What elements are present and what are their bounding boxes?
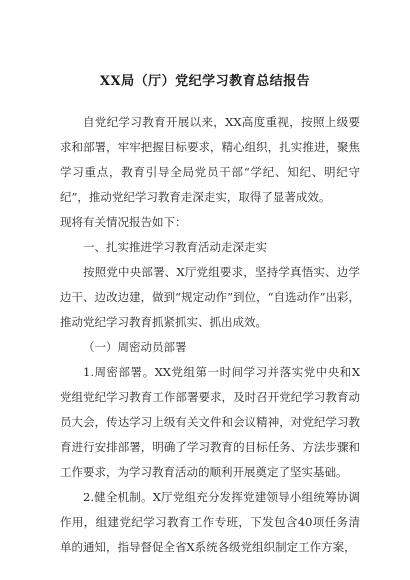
document-title: XX局（厅）党纪学习教育总结报告 bbox=[99, 74, 311, 89]
section-heading-1: 一、扎实推进学习教育活动走深走实 bbox=[83, 240, 267, 254]
report-lead-paragraph: 现将有关情况报告如下： bbox=[60, 215, 187, 229]
item-1-paragraph: 1.周密部署。XX党组第一时间学习并落实党中央和X党组党纪学习教育工作部署要求，及时召开党纪学习教育动员大会，传达学习上级有关文件和会议精神，对党纪学习教育进行安排部署，明确了学习教育的目标任务、方法步骤和工作要求，为学习教育活动的顺利开展奠定了坚实基础。 bbox=[60, 365, 360, 479]
subsection-heading-1: （一）周密动员部署 bbox=[83, 340, 187, 354]
intro-paragraph: 自党纪学习教育开展以来，XX高度重视，按照上级要求和部署，牢牢把握目标要求，精心组织，扎实推进，聚焦学习重点，教育引导全局党员干部“学纪、知纪、明纪守纪”，推动党纪学习教育走深走实，取得了显著成效。 bbox=[60, 115, 360, 204]
section-1-paragraph: 按照党中央部署、X厅党组要求，坚持学真悟实、边学边干、边改边建，做到“规定动作”到位，“自选动作”出彩，推动党纪学习教育抓紧抓实、抓出成效。 bbox=[60, 265, 360, 329]
document-body bbox=[60, 110, 360, 560]
item-2-paragraph: 2.健全机制。X厅党组充分发挥党建领导小组统筹协调作用，组建党纪学习教育工作专班，下发包含40项任务清单的通知，指导督促全省X系统各级党组织制定工作方案， bbox=[60, 490, 360, 554]
